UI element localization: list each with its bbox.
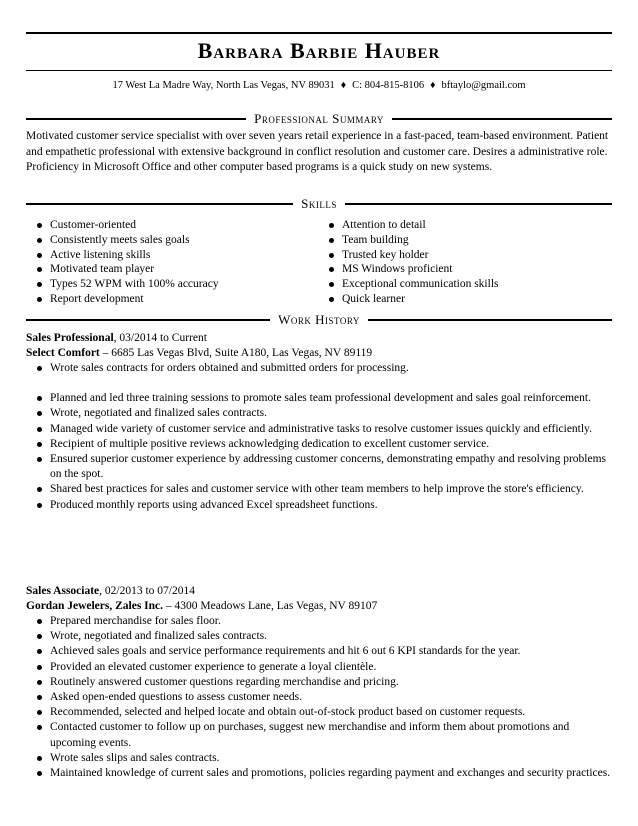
heading-rule [26,319,270,321]
job-dates: , 03/2014 to Current [113,332,207,344]
skills-list-left [50,218,300,307]
job-bullet: Planned and led three training sessions to promote sales team professional development and sales goal reinforcement. [50,391,612,406]
job-bullet: Wrote, negotiated and finalized sales contracts. [50,406,612,421]
skill-item: Team building [342,233,612,248]
job-title: Sales Professional [26,332,114,344]
separator-diamond-icon: ♦ [430,80,436,91]
job-bullet: Produced monthly reports using advanced Excel spreadsheet functions. [50,498,612,513]
skill-item: MS Windows proficient [342,262,612,277]
skill-item: Motivated team player [50,262,300,277]
skills-list-right [342,218,612,307]
company-name: Gordan Jewelers, Zales Inc. [26,600,164,612]
email: bftaylo@gmail.com [441,80,526,91]
job-bullet: Prepared merchandise for sales floor. [50,614,612,629]
job-dates: , 02/2013 to 07/2014 [99,585,195,597]
contact-line [0,80,638,91]
job-bullet: Asked open-ended questions to assess customer needs. [50,690,612,705]
skill-item: Report development [50,292,300,307]
phone: C: 804-815-8106 [352,80,425,91]
job-bullet: Routinely answered customer questions regarding merchandise and pricing. [50,675,612,690]
section-title: Work History [278,312,360,327]
job-bullet: Provided an elevated customer experience to generate a loyal clientèle. [50,660,612,675]
company-name: Select Comfort [26,347,100,359]
address: 17 West La Madre Way, North Las Vegas, NV 89031 [112,80,335,91]
candidate-name: Barbara Barbie Hauber [197,38,441,63]
name-rule [26,70,612,71]
skills-heading [26,197,612,211]
job-bullet: Wrote sales contracts for orders obtained and submitted orders for processing. [50,361,612,376]
skill-item: Trusted key holder [342,248,612,263]
company-line [26,346,612,361]
skill-item: Exceptional communication skills [342,277,612,292]
job-title-line [26,331,612,346]
job-bullets [50,361,612,513]
job-bullet: Ensured superior customer experience by addressing customer concerns, demonstrating empathy and resolving problems on the spot. [50,452,612,482]
separator-diamond-icon: ♦ [340,80,347,91]
skill-item: Customer-oriented [50,218,300,233]
summary-text: Motivated customer service specialist with over seven years retail experience in a fast-paced, team-based environment. Patient and empathetic professional with extensive background in conflict resolution and customer care. Desires a administrative role. Proficiency in Microsoft Office and other computer based programs is a quick study on new systems. [26,130,609,173]
company-location: – 4300 Meadows Lane, Las Vegas, NV 89107 [163,600,378,612]
job-bullet: Managed wide variety of customer service and administrative tasks to resolve customer issues quickly and efficiently. [50,422,612,437]
top-rule [26,32,612,34]
job-bullet: Maintained knowledge of current sales and promotions, policies regarding payment and exchanges and security practices. [50,766,612,781]
heading-rule [392,118,612,120]
job-title-line [26,584,612,599]
skill-item: Attention to detail [342,218,612,233]
heading-rule [368,319,612,321]
job-bullet: Wrote, negotiated and finalized sales contracts. [50,629,612,644]
skill-item: Types 52 WPM with 100% accuracy [50,277,300,292]
skill-item: Quick learner [342,292,612,307]
work-heading [26,313,612,327]
company-line [26,599,612,614]
heading-rule [345,203,612,205]
job-bullet: Recommended, selected and helped locate and obtain out-of-stock product based on customer requests. [50,705,612,720]
section-title: Professional Summary [254,111,384,126]
company-location: – 6685 Las Vegas Blvd, Suite A180, Las Vegas, NV 89119 [99,347,373,359]
job-bullets [50,614,612,781]
job-bullet: Contacted customer to follow up on purchases, suggest new merchandise and inform them about promotions and upcoming events. [50,720,612,750]
job-title: Sales Associate [26,585,100,597]
skill-item: Consistently meets sales goals [50,233,300,248]
job-bullet: Recipient of multiple positive reviews acknowledging dedication to excellent customer service. [50,437,612,452]
job-bullet: Achieved sales goals and service performance requirements and hit 6 out 6 KPI standards for the year. [50,644,612,659]
heading-rule [26,203,293,205]
section-title: Skills [301,196,337,211]
job-bullet: Shared best practices for sales and customer service with other team members to help improve the store's efficiency. [50,482,612,497]
job-bullet: Wrote sales slips and sales contracts. [50,751,612,766]
summary-heading [26,112,612,126]
heading-rule [26,118,246,120]
skill-item: Active listening skills [50,248,300,263]
